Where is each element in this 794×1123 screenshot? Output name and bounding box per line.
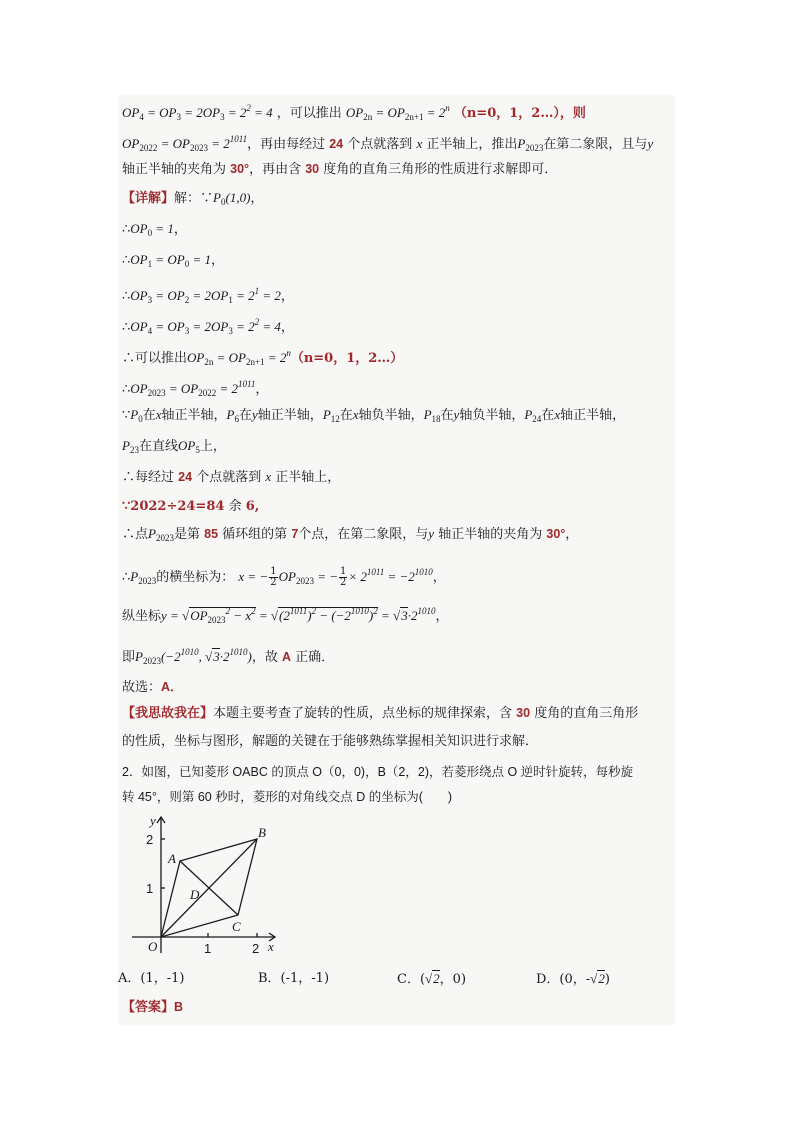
text-line: 【我思故我在】本题主要考查了旋转的性质，点坐标的规律探索，含 30 度角的直角三角形 xyxy=(122,706,639,721)
text-line: 故选：A． xyxy=(122,680,183,695)
text-line: 纵坐标$y = √OP_{2023}^2 - x^2 = √(2^{1011})^2 - (-2^{1010})^2 = √3\cdot 2^{1010}$， xyxy=(122,606,449,625)
x-label: x xyxy=(268,939,274,954)
text-line: $\therefore OP_1 = OP_0 = 1$， xyxy=(122,252,225,269)
text-line: ∴每经过 24 个点就落到 x 正半轴上， xyxy=(122,469,341,485)
text-line: $\because P_0$在x轴正半轴，$P_6$在y轴正半轴，$P_{12}$在x轴负半轴，$P_{18}$在y轴负半轴，$P_{24}$在x轴正半轴， xyxy=(122,407,626,424)
text-line: $\therefore OP_4 = OP_3 = 2OP_3 = 2^2 = 4$， xyxy=(122,317,294,336)
summary-label: 【我思故我在】 xyxy=(122,706,214,721)
answer xyxy=(122,997,675,1018)
text-line: ∴可以推出$OP_{2n} = OP_{2n+1} = 2^n(n=0$，1，2…） xyxy=(122,348,404,367)
option-a[interactable]: A．(1，-1) xyxy=(118,971,185,986)
diagonal-ac xyxy=(180,861,238,915)
answer-label: 【答案】 xyxy=(122,1000,175,1015)
text-line: $\therefore P_{2023}$的横坐标为： x = − $\frac{1}{2}$ $OP_{2023}$ = − $\frac{1}{2}$ × $2^{1011} = -2^{1010}$， xyxy=(122,566,446,588)
text-line: $OP_4 = OP_3 = 2OP_3 = 2^2 = 4$ ，可以推出 $OP_{2n} = OP_{2n+1} = 2^n$ （n=0，1，2…），则 xyxy=(122,103,586,122)
question-2-cont: 转 45°，则第 60 秒时，菱形的对角线交点 D 的坐标为( ) xyxy=(122,790,453,804)
rhombus-figure xyxy=(130,813,300,958)
answer-value: B xyxy=(174,1000,184,1014)
detail-label: 【详解】 xyxy=(122,191,175,206)
text-line: $\therefore OP_{2023} = OP_{2022} = 2^{1011}$， xyxy=(122,379,269,398)
text-line: 轴正半轴的夹角为 30°，再由含 30 度角的直角三角形的性质进行求解即可． xyxy=(122,162,558,177)
text-line: ∵2022÷24=84 余 6, xyxy=(122,499,260,514)
tick-y1: 1 xyxy=(146,881,154,896)
text-line: 即$P_{2023}(-2^{1010}$, $√3\cdot 2^{1010}$)，故 A 正确． xyxy=(122,647,335,666)
tick-y2: 2 xyxy=(146,832,154,847)
tick-x1: 1 xyxy=(204,941,212,956)
tick-x2: 2 xyxy=(252,941,260,956)
question-2: 2．如图，已知菱形 OABC 的顶点 O（0，0)，B（2，2)，若菱形绕点 O 逆时针旋转，每秒旋 xyxy=(122,765,634,779)
option-d[interactable]: D．(0，-√2) xyxy=(536,971,610,987)
option-c[interactable]: C．(√2，0) xyxy=(397,971,467,987)
document-page xyxy=(118,95,675,1025)
text-line: $\therefore OP_0 = 1$， xyxy=(122,221,187,238)
label-a: A xyxy=(168,851,176,866)
text-line: $OP_{2022} = OP_{2023} = 2^{1011}$，再由每经过 24 个点就落到 x 正半轴上，推出$P_{2023}$在第二象限，且与y xyxy=(122,134,654,153)
text-line: ∴点$P_{2023}$是第 85 循环组的第 7个点，在第二象限，与y 轴正半轴的夹角为 30°， xyxy=(122,526,579,543)
y-label: y xyxy=(150,813,156,828)
label-b: B xyxy=(258,825,266,840)
text-line: $P_{23}$在直线$OP_5$上， xyxy=(122,438,226,455)
label-c: C xyxy=(232,919,241,934)
text-line: 【详解】解：$\because P_0(1,0)$， xyxy=(122,190,264,207)
text-line: $\therefore OP_3 = OP_2 = 2OP_1 = 2^1 = 2$， xyxy=(122,286,294,305)
label-d: D xyxy=(190,887,200,902)
label-o: O xyxy=(148,939,158,954)
option-b[interactable]: B．(-1，-1) xyxy=(258,971,330,986)
text-line: 的性质，坐标与图形，解题的关键在于能够熟练掌握相关知识进行求解． xyxy=(122,734,539,749)
